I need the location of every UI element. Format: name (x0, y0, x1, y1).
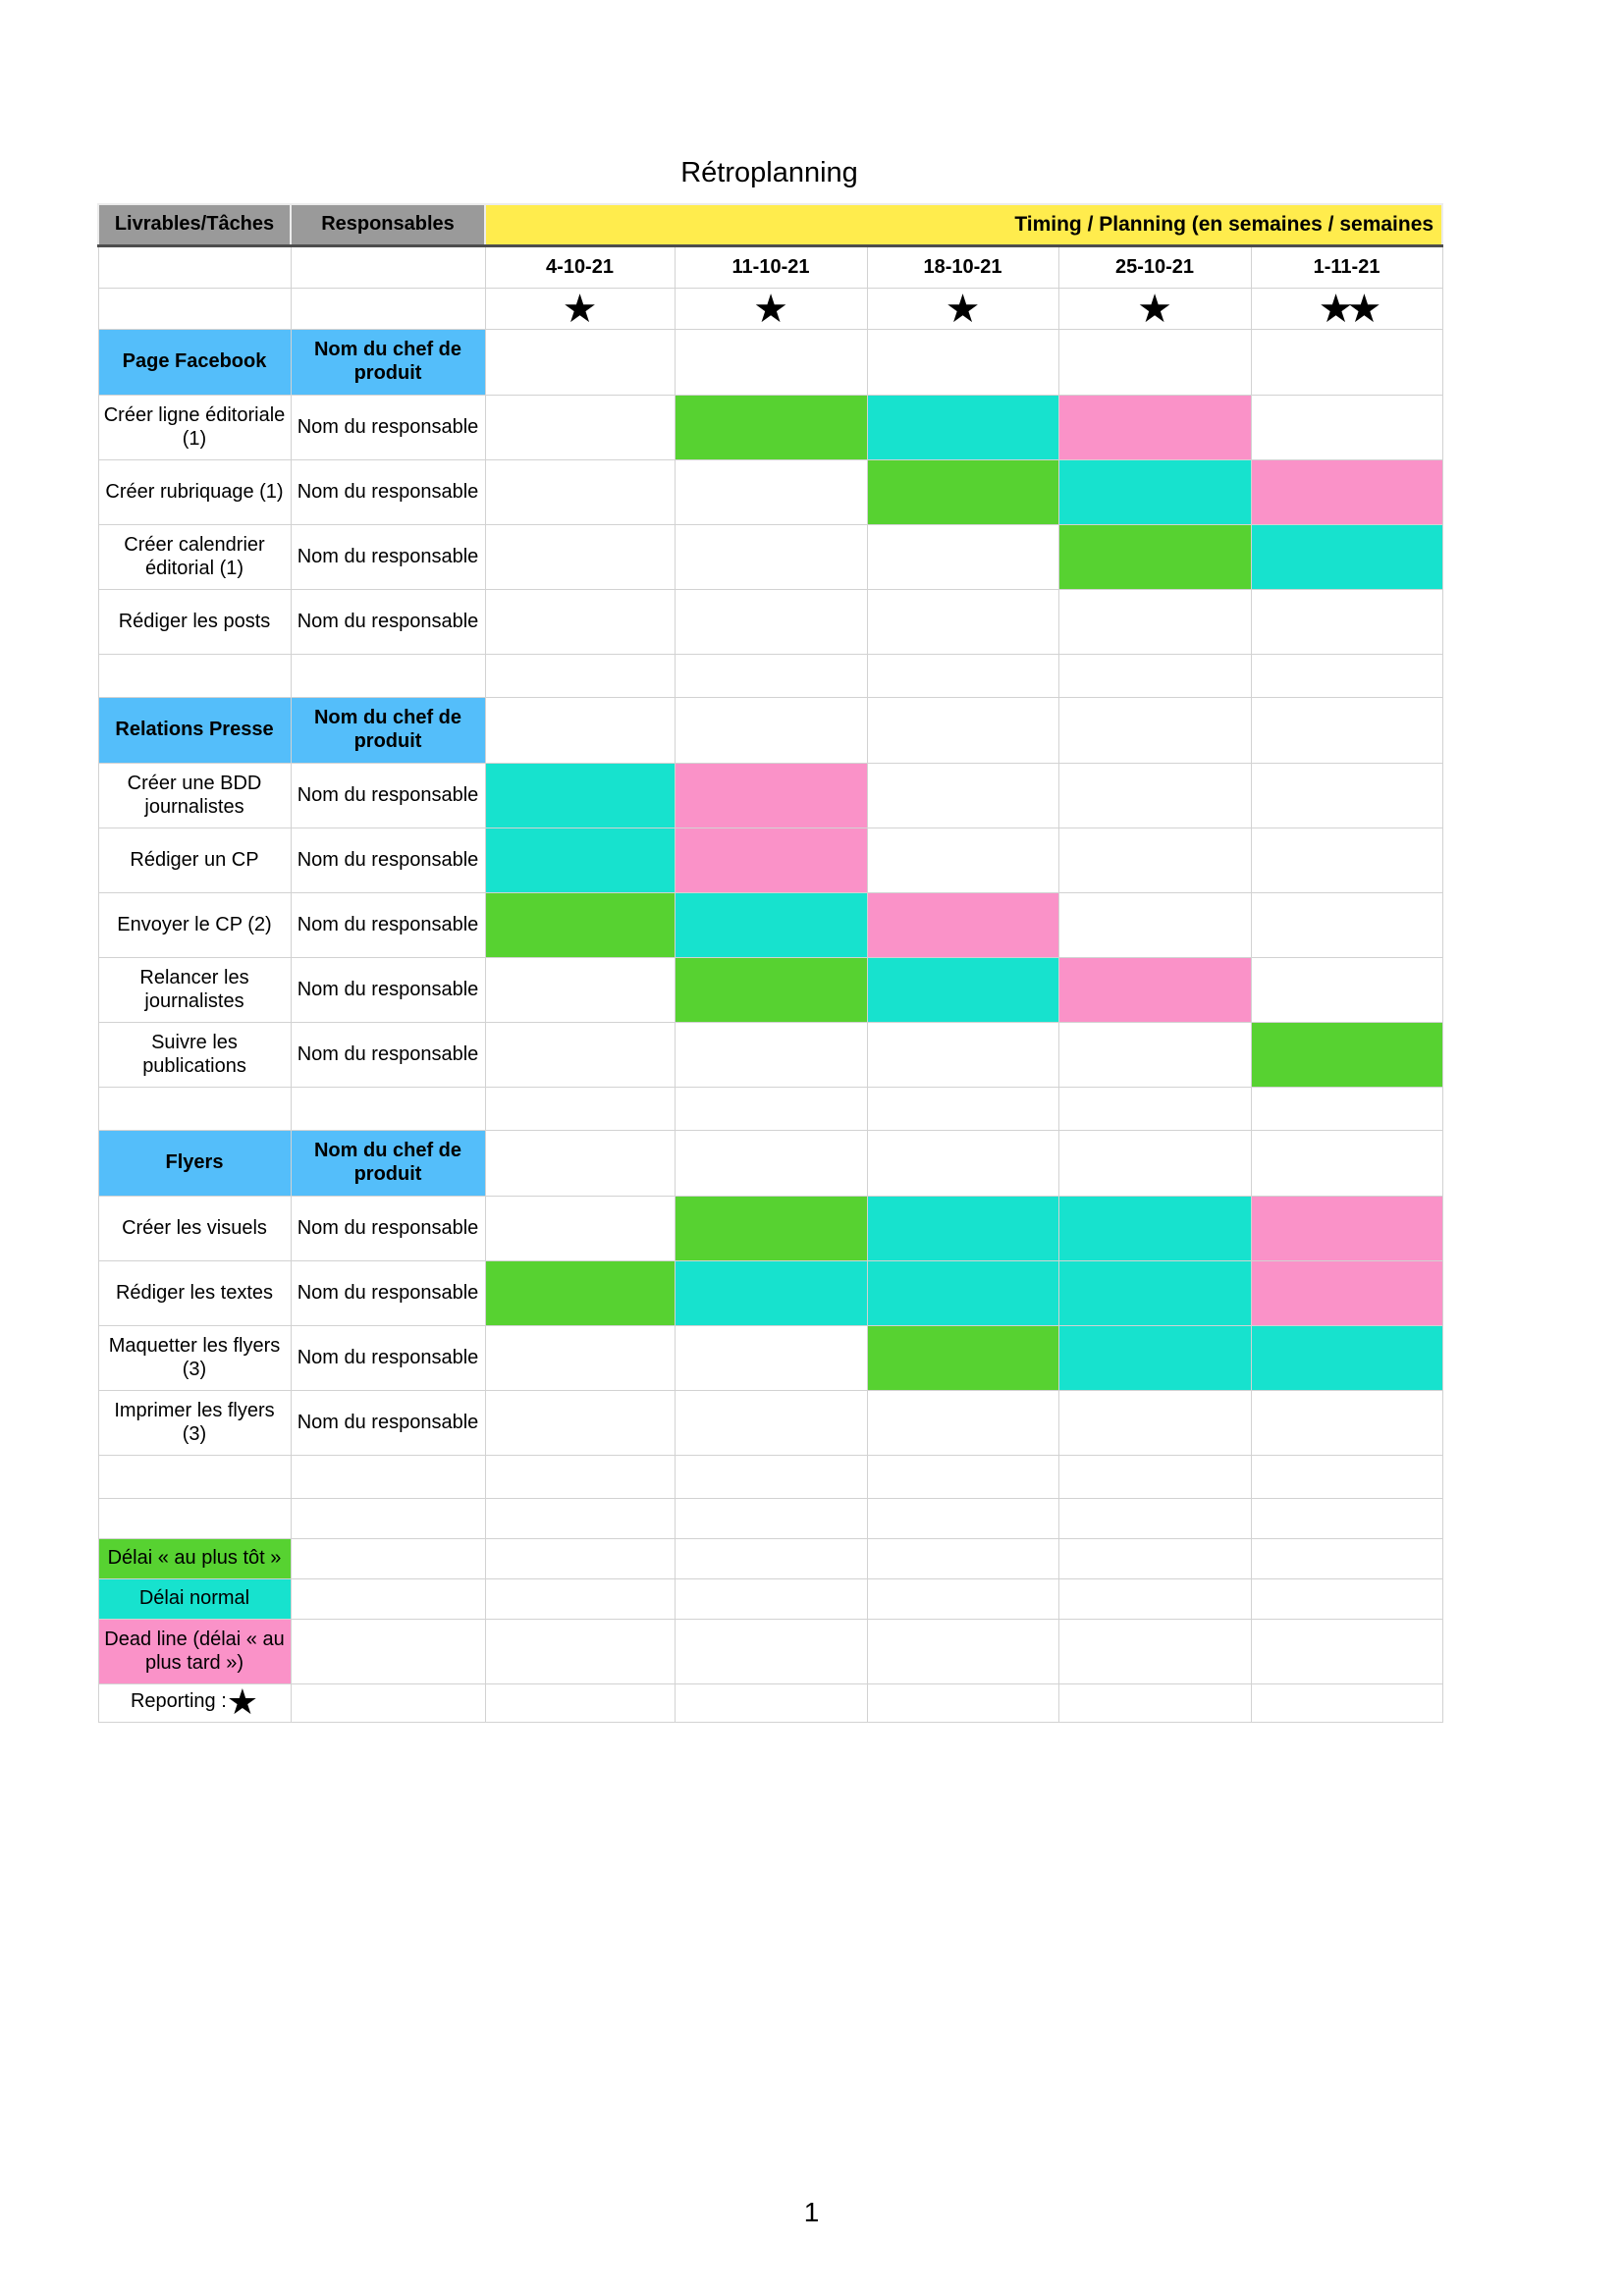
planning-cell (867, 1391, 1058, 1456)
task-cell: Rédiger les posts (98, 590, 291, 655)
planning-bar-cell (1058, 1197, 1251, 1261)
responsible-cell: Nom du responsable (291, 1326, 485, 1391)
planning-cell (1251, 330, 1442, 396)
header-timing-cell: Timing / Planning (en semaines / semaines (485, 204, 1442, 246)
table-row (98, 958, 1442, 1023)
empty-cell (485, 1579, 675, 1620)
empty-cell (867, 1499, 1058, 1539)
planning-cell (485, 396, 675, 460)
empty-cell (291, 289, 485, 330)
planning-bar-cell (867, 893, 1058, 958)
responsible-cell: Nom du responsable (291, 590, 485, 655)
planning-cell (1251, 1391, 1442, 1456)
empty-cell (1058, 1620, 1251, 1684)
planning-cell (1058, 893, 1251, 958)
planning-bar-cell (1251, 1326, 1442, 1391)
planning-cell (485, 958, 675, 1023)
empty-cell (485, 655, 675, 698)
responsible-cell: Nom du responsable (291, 958, 485, 1023)
planning-bar-cell (675, 958, 867, 1023)
planning-cell (1251, 590, 1442, 655)
empty-cell (867, 1684, 1058, 1723)
planning-cell (675, 1391, 867, 1456)
planning-cell (867, 764, 1058, 828)
empty-cell (1251, 1456, 1442, 1499)
planning-cell (1058, 1131, 1251, 1197)
legend-label-cell: Délai normal (98, 1579, 291, 1620)
dates-row (98, 246, 1442, 289)
responsible-cell: Nom du responsable (291, 396, 485, 460)
table-row (98, 330, 1442, 396)
planning-bar-cell (1251, 525, 1442, 590)
empty-cell (1251, 1499, 1442, 1539)
responsible-cell: Nom du chef de produit (291, 698, 485, 764)
planning-cell (1251, 764, 1442, 828)
task-cell: Créer les visuels (98, 1197, 291, 1261)
planning-cell (485, 1131, 675, 1197)
table-row (98, 525, 1442, 590)
planning-bar-cell (1058, 958, 1251, 1023)
empty-cell (98, 289, 291, 330)
empty-cell (1251, 1088, 1442, 1131)
planning-cell (1251, 396, 1442, 460)
empty-cell (291, 1620, 485, 1684)
planning-cell (1058, 1391, 1251, 1456)
empty-cell (485, 1088, 675, 1131)
planning-cell (485, 698, 675, 764)
planning-bar-cell (867, 460, 1058, 525)
empty-cell (675, 1620, 867, 1684)
planning-bar-cell (1058, 525, 1251, 590)
planning-cell (867, 590, 1058, 655)
task-cell: Créer une BDD journalistes (98, 764, 291, 828)
planning-cell (1058, 330, 1251, 396)
empty-cell (675, 1579, 867, 1620)
planning-cell (1251, 893, 1442, 958)
empty-cell (291, 1539, 485, 1579)
planning-cell (485, 525, 675, 590)
planning-cell (485, 1197, 675, 1261)
planning-bar-cell (867, 1197, 1058, 1261)
planning-bar-cell (867, 1261, 1058, 1326)
empty-cell (485, 1684, 675, 1723)
empty-cell (675, 655, 867, 698)
empty-cell (485, 1499, 675, 1539)
planning-cell (1058, 590, 1251, 655)
section-title-cell: Flyers (98, 1131, 291, 1197)
planning-cell (675, 525, 867, 590)
planning-cell (867, 525, 1058, 590)
table-row (98, 1620, 1442, 1684)
empty-cell (675, 1456, 867, 1499)
empty-cell (867, 1456, 1058, 1499)
responsible-cell: Nom du responsable (291, 893, 485, 958)
table-row (98, 655, 1442, 698)
planning-bar-cell (485, 1261, 675, 1326)
empty-cell (675, 1684, 867, 1723)
empty-cell (98, 1499, 291, 1539)
empty-cell (867, 1579, 1058, 1620)
planning-cell (675, 698, 867, 764)
header-tasks-cell: Livrables/Tâches (98, 204, 291, 246)
empty-cell (291, 1684, 485, 1723)
planning-bar-cell (675, 1197, 867, 1261)
star-icon: ★ (675, 289, 867, 330)
empty-cell (98, 655, 291, 698)
planning-bar-cell (867, 1326, 1058, 1391)
empty-cell (1058, 1684, 1251, 1723)
table-row (98, 1499, 1442, 1539)
page-title: Rétroplanning (680, 157, 858, 188)
empty-cell (291, 1088, 485, 1131)
empty-cell (867, 1620, 1058, 1684)
empty-cell (1058, 1456, 1251, 1499)
retroplanning-table (97, 203, 1443, 1723)
planning-cell (675, 590, 867, 655)
planning-cell (485, 1326, 675, 1391)
table-header-row (98, 204, 1442, 246)
planning-cell (1251, 958, 1442, 1023)
empty-cell (98, 246, 291, 289)
planning-bar-cell (867, 958, 1058, 1023)
page-number: 1 (803, 2197, 820, 2227)
legend-label-cell: Dead line (délai « au plus tard ») (98, 1620, 291, 1684)
date-cell: 4-10-21 (485, 246, 675, 289)
planning-cell (485, 330, 675, 396)
planning-bar-cell (867, 396, 1058, 460)
planning-bar-cell (485, 828, 675, 893)
empty-cell (291, 1456, 485, 1499)
date-cell: 11-10-21 (675, 246, 867, 289)
task-cell: Rédiger un CP (98, 828, 291, 893)
responsible-cell: Nom du responsable (291, 764, 485, 828)
date-cell: 25-10-21 (1058, 246, 1251, 289)
planning-cell (867, 1131, 1058, 1197)
table-row (98, 1326, 1442, 1391)
task-cell: Créer calendrier éditorial (1) (98, 525, 291, 590)
empty-cell (867, 655, 1058, 698)
planning-bar-cell (1058, 1261, 1251, 1326)
planning-bar-cell (675, 828, 867, 893)
planning-cell (485, 460, 675, 525)
planning-bar-cell (675, 1261, 867, 1326)
table-row (98, 1197, 1442, 1261)
star-icon: ★ (867, 289, 1058, 330)
empty-cell (1251, 1539, 1442, 1579)
table-row (98, 1579, 1442, 1620)
task-cell: Relancer les journalistes (98, 958, 291, 1023)
empty-cell (291, 246, 485, 289)
section-title-cell: Relations Presse (98, 698, 291, 764)
planning-cell (675, 1023, 867, 1088)
responsible-cell: Nom du responsable (291, 1023, 485, 1088)
empty-cell (1251, 1579, 1442, 1620)
planning-bar-cell (1058, 460, 1251, 525)
planning-bar-cell (1251, 1197, 1442, 1261)
task-cell: Envoyer le CP (2) (98, 893, 291, 958)
empty-cell (485, 1620, 675, 1684)
planning-bar-cell (675, 893, 867, 958)
responsible-cell: Nom du responsable (291, 1197, 485, 1261)
task-cell: Créer ligne éditoriale (1) (98, 396, 291, 460)
planning-bar-cell (675, 764, 867, 828)
empty-cell (291, 1499, 485, 1539)
planning-bar-cell (1058, 1326, 1251, 1391)
empty-cell (867, 1539, 1058, 1579)
planning-bar-cell (1251, 460, 1442, 525)
table-row (98, 1539, 1442, 1579)
table-row (98, 1456, 1442, 1499)
planning-cell (485, 1391, 675, 1456)
table-row (98, 698, 1442, 764)
star-icon: ★★ (1251, 289, 1442, 330)
planning-cell (1058, 828, 1251, 893)
planning-bar-cell (1058, 396, 1251, 460)
planning-bar-cell (1251, 1023, 1442, 1088)
empty-cell (485, 1456, 675, 1499)
responsible-cell: Nom du responsable (291, 1261, 485, 1326)
task-cell: Créer rubriquage (1) (98, 460, 291, 525)
empty-cell (1251, 1684, 1442, 1723)
planning-cell (1058, 698, 1251, 764)
task-cell: Maquetter les flyers (3) (98, 1326, 291, 1391)
planning-cell (867, 698, 1058, 764)
empty-cell (1058, 1539, 1251, 1579)
star-icon: ★ (1058, 289, 1251, 330)
reporting-stars-row (98, 289, 1442, 330)
planning-cell (1058, 1023, 1251, 1088)
planning-cell (485, 590, 675, 655)
empty-cell (1251, 1620, 1442, 1684)
table-row (98, 1023, 1442, 1088)
planning-cell (867, 828, 1058, 893)
planning-cell (485, 1023, 675, 1088)
table-row (98, 460, 1442, 525)
date-cell: 1-11-21 (1251, 246, 1442, 289)
table-row (98, 396, 1442, 460)
table-row (98, 1131, 1442, 1197)
reporting-label-cell: Reporting :★ (98, 1684, 291, 1723)
empty-cell (675, 1499, 867, 1539)
empty-cell (1058, 655, 1251, 698)
header-responsables-cell: Responsables (291, 204, 485, 246)
planning-cell (1251, 828, 1442, 893)
table-row (98, 1088, 1442, 1131)
empty-cell (98, 1456, 291, 1499)
responsible-cell: Nom du responsable (291, 460, 485, 525)
legend-label-cell: Délai « au plus tôt » (98, 1539, 291, 1579)
empty-cell (1251, 655, 1442, 698)
planning-cell (675, 330, 867, 396)
planning-cell (1251, 698, 1442, 764)
empty-cell (98, 1088, 291, 1131)
table-row (98, 590, 1442, 655)
empty-cell (1058, 1088, 1251, 1131)
table-row (98, 828, 1442, 893)
planning-cell (675, 1326, 867, 1391)
empty-cell (867, 1088, 1058, 1131)
table-row (98, 1391, 1442, 1456)
responsible-cell: Nom du responsable (291, 1391, 485, 1456)
planning-bar-cell (675, 396, 867, 460)
date-cell: 18-10-21 (867, 246, 1058, 289)
responsible-cell: Nom du chef de produit (291, 330, 485, 396)
empty-cell (291, 1579, 485, 1620)
table-row (98, 1261, 1442, 1326)
planning-cell (1058, 764, 1251, 828)
empty-cell (291, 655, 485, 698)
planning-cell (675, 1131, 867, 1197)
task-cell: Suivre les publications (98, 1023, 291, 1088)
planning-cell (675, 460, 867, 525)
planning-cell (867, 1023, 1058, 1088)
planning-bar-cell (1251, 1261, 1442, 1326)
planning-bar-cell (485, 764, 675, 828)
empty-cell (485, 1539, 675, 1579)
star-icon: ★ (485, 289, 675, 330)
empty-cell (675, 1539, 867, 1579)
table-row (98, 1684, 1442, 1723)
star-icon: ★ (226, 1683, 259, 1723)
planning-cell (867, 330, 1058, 396)
empty-cell (1058, 1499, 1251, 1539)
table-row (98, 764, 1442, 828)
responsible-cell: Nom du responsable (291, 828, 485, 893)
planning-bar-cell (485, 893, 675, 958)
section-title-cell: Page Facebook (98, 330, 291, 396)
task-cell: Rédiger les textes (98, 1261, 291, 1326)
planning-cell (1251, 1131, 1442, 1197)
task-cell: Imprimer les flyers (3) (98, 1391, 291, 1456)
responsible-cell: Nom du responsable (291, 525, 485, 590)
empty-cell (1058, 1579, 1251, 1620)
table-row (98, 893, 1442, 958)
empty-cell (675, 1088, 867, 1131)
responsible-cell: Nom du chef de produit (291, 1131, 485, 1197)
